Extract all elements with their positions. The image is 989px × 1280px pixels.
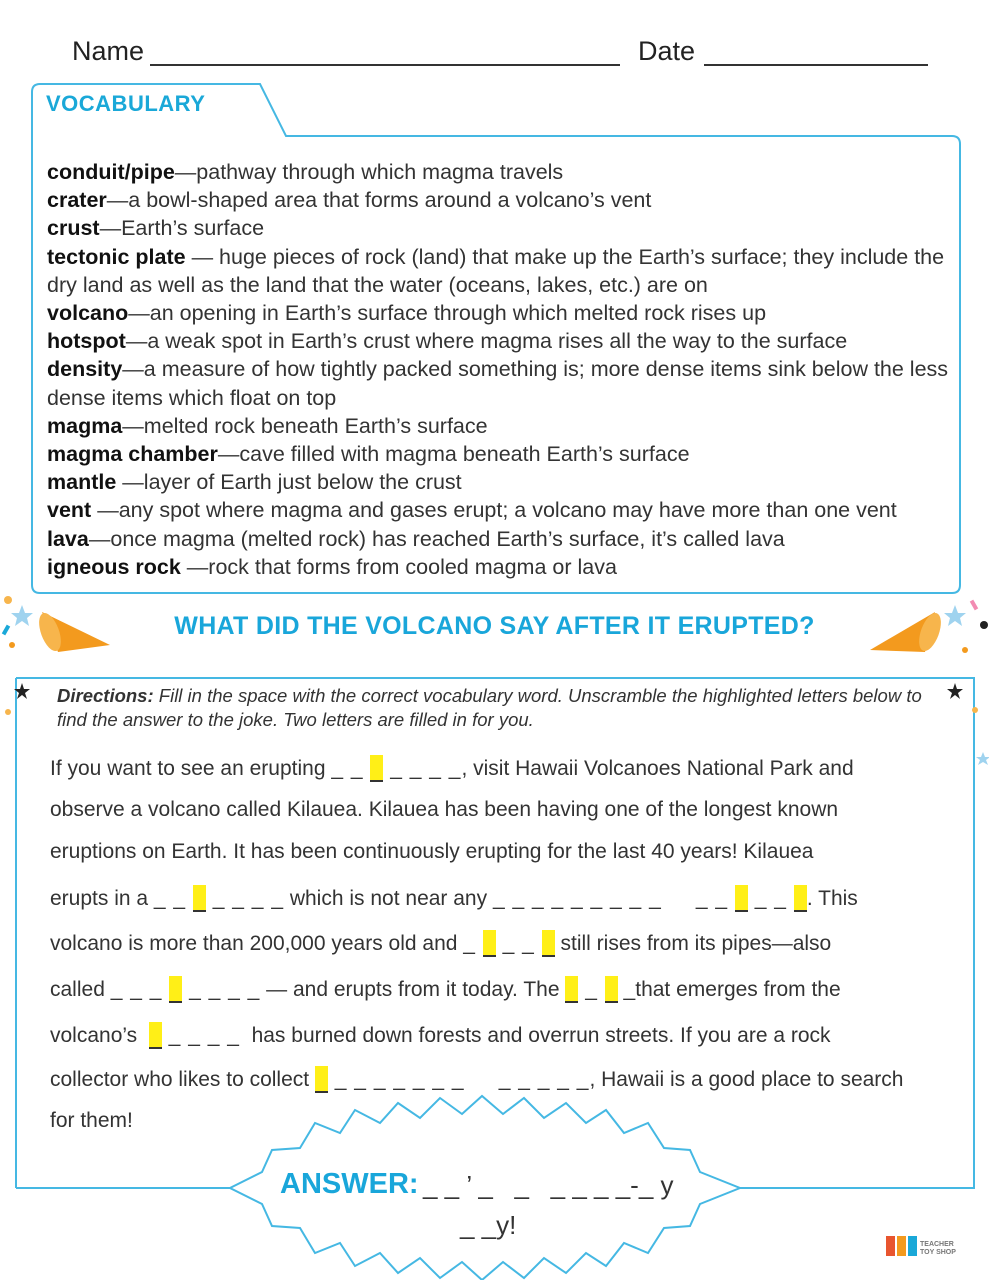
directions-label: Directions: — [57, 685, 154, 706]
blank[interactable]: _ _ _ _ _ _ _ _ _ _ _ — [492, 887, 735, 910]
story-line: If you want to see an erupting _ _ _ _ _ _, visit Hawaii Volcanoes National Park and — [50, 757, 854, 780]
directions-text: Fill in the space with the correct vocabulary word. Unscramble the highlighted letters below to find the answer to the joke. Two letters are filled in for you. — [57, 685, 922, 730]
story-line: observe a volcano called Kilauea. Kilauea has been having one of the longest known — [50, 798, 839, 821]
story-line: erupts in a _ _ _ _ _ _ which is not near any _ _ _ _ _ _ _ _ _ _ _ _ _ . This — [50, 887, 858, 910]
highlighted-letter-blank[interactable] — [794, 885, 807, 912]
highlighted-letter-blank[interactable] — [193, 885, 206, 912]
story-line: volcano’s _ _ _ _ has burned down forests and overrun streets. If you are a rock — [50, 1024, 831, 1047]
date-label: Date — [638, 36, 696, 66]
story-line: collector who likes to collect _ _ _ _ _ _ _ _ _ _ _ _, Hawaii is a good place to search — [50, 1068, 904, 1091]
blank[interactable]: _ — [578, 978, 605, 1001]
vocab-item: lava—once magma (melted rock) has reached Earth’s surface, it’s called lava — [47, 526, 785, 551]
blank[interactable]: _ _ _ _ — [182, 978, 261, 1001]
vocab-item: conduit/pipe—pathway through which magma travels — [47, 160, 564, 184]
answer-blanks-line-1[interactable]: _ _ ’ _ _ _ _ _ _-_ y — [423, 1170, 674, 1200]
vocab-item: mantle —layer of Earth just below the crust — [47, 470, 462, 495]
blank[interactable]: _ _ _ _ — [205, 887, 284, 910]
blank[interactable]: _ _ — [153, 887, 193, 910]
blank[interactable]: _ _ — [331, 757, 371, 780]
blank[interactable]: _ — [463, 932, 483, 955]
blank[interactable]: _ _ _ _ _ _ _ _ _ _ _ _ — [327, 1068, 590, 1091]
vocab-item: igneous rock —rock that forms from cooled magma or lava — [47, 554, 617, 579]
vocab-item: volcano—an opening in Earth’s surface through which melted rock rises up — [47, 301, 767, 326]
vocab-item: tectonic plate — huge pieces of rock (land) that make up the Earth’s surface; they include the dry land as well as the land that the water (oceans, lakes, etc.) are on — [47, 244, 945, 297]
blank[interactable]: _ _ _ _ — [161, 1024, 240, 1047]
answer-label: ANSWER: — [280, 1168, 419, 1200]
highlighted-letter-blank[interactable] — [315, 1066, 328, 1093]
vocab-item: crater—a bowl-shaped area that forms around a volcano’s vent — [47, 188, 652, 213]
blank[interactable]: _ _ _ _ — [383, 757, 462, 780]
highlighted-letter-blank[interactable] — [565, 976, 578, 1003]
story-line: for them! — [50, 1109, 133, 1132]
story-line: eruptions on Earth. It has been continuously erupting for the last 40 years! Kilauea — [50, 840, 814, 863]
teacher-toy-shop-logo-icon — [886, 1236, 917, 1256]
highlighted-letter-blank[interactable] — [605, 976, 618, 1003]
highlighted-letter-blank[interactable] — [149, 1022, 162, 1049]
answer-blanks-line-2[interactable]: _ _y! — [460, 1210, 517, 1240]
joke-question: WHAT DID THE VOLCANO SAY AFTER IT ERUPTED? — [174, 612, 815, 640]
logo-text: TEACHER TOY SHOP — [920, 1241, 956, 1256]
vocab-item: hotspot—a weak spot in Earth’s crust where magma rises all the way to the surface — [47, 329, 848, 354]
vocab-item: vent —any spot where magma and gases erupt; a volcano may have more than one vent — [47, 498, 897, 523]
highlighted-letter-blank[interactable] — [370, 755, 383, 782]
vocabulary-list — [47, 158, 952, 581]
blank[interactable]: _ _ — [747, 887, 794, 910]
blank[interactable]: _ _ _ — [110, 978, 170, 1001]
highlighted-letter-blank[interactable] — [735, 885, 748, 912]
name-label: Name — [72, 36, 145, 66]
vocab-item: density—a measure of how tightly packed something is; more dense items sink below the less dense items which float on top — [47, 357, 949, 410]
vocab-item: crust—Earth’s surface — [47, 216, 265, 241]
directions — [57, 684, 937, 732]
highlighted-letter-blank[interactable] — [169, 976, 182, 1003]
highlighted-letter-blank[interactable] — [483, 930, 496, 957]
vocab-item: magma—melted rock beneath Earth’s surface — [47, 413, 488, 438]
vocab-item: magma chamber—cave filled with magma beneath Earth’s surface — [47, 442, 690, 467]
story-line: called _ _ _ _ _ _ _ — and erupts from it today. The _ _that emerges from the — [50, 978, 841, 1001]
highlighted-letter-blank[interactable] — [542, 930, 555, 957]
story-line: volcano is more than 200,000 years old and _ _ _ still rises from its pipes—also — [50, 932, 832, 955]
blank[interactable]: _ _ — [495, 932, 542, 955]
vocabulary-title: VOCABULARY — [46, 91, 206, 116]
